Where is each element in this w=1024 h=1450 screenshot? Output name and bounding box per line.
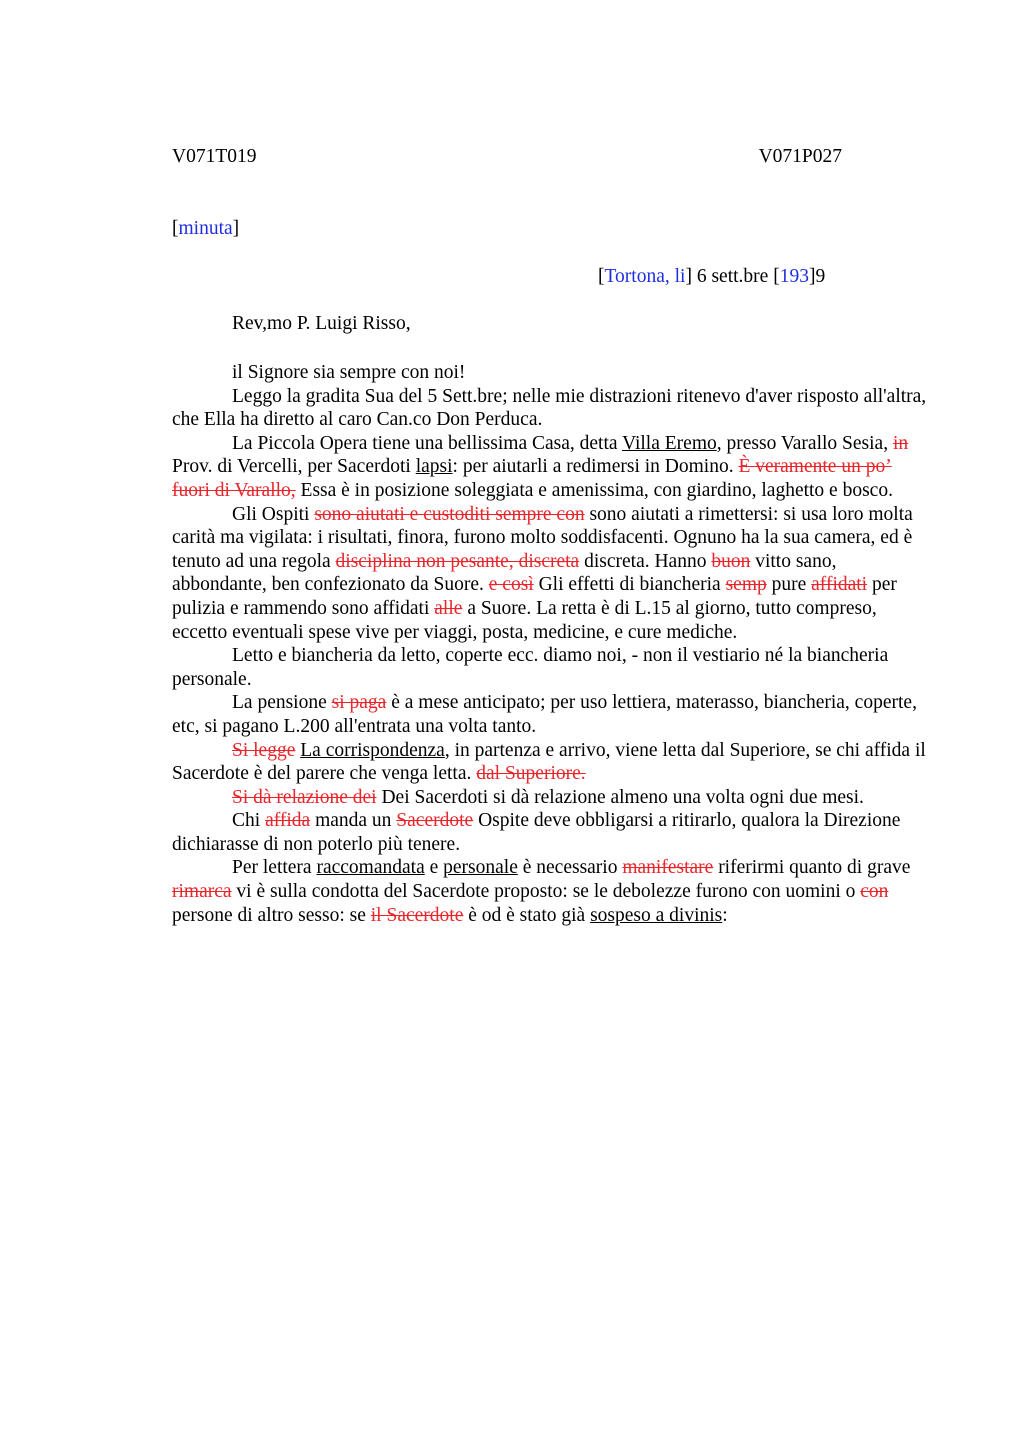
text-span: Per lettera	[232, 857, 317, 879]
deleted-text: con	[860, 881, 889, 903]
underlined-text: sospeso a divinis	[590, 904, 723, 926]
text-span: , in partenza e arrivo, viene letta dal Superiore, se chi affida il Sacerdote è del parere che venga letta.	[172, 739, 926, 785]
deleted-text: affidati	[811, 574, 868, 596]
paragraph-4: Letto e biancheria da letto, coperte ecc. diamo noi, - non il vestiario né la biancheria personale.	[172, 645, 889, 690]
bracket: [	[773, 266, 780, 287]
text-span: riferirmi quanto di grave	[713, 857, 911, 879]
deleted-text: e così	[488, 574, 534, 596]
deleted-text: si paga	[331, 692, 387, 714]
underlined-text: Villa Eremo	[622, 432, 717, 454]
date-year: 193	[779, 266, 809, 287]
paragraph-7	[172, 786, 932, 810]
paragraph-2	[172, 432, 932, 503]
bracket: ]	[685, 266, 692, 287]
letter-body	[172, 361, 932, 927]
text-span: a Suore. La retta è di L.15 al giorno, tutto compreso, eccetto eventuali spese vive per viaggi, posta, medicine, e cure mediche.	[172, 597, 877, 643]
underlined-text: lapsi	[415, 456, 453, 478]
underlined-text: La corrispondenza	[300, 739, 445, 761]
minuta-word: minuta	[178, 218, 233, 239]
text-span: è od è stato già	[463, 904, 591, 926]
text-span: Prov. di Vercelli, per Sacerdoti	[172, 456, 416, 478]
text-span: La pensione	[232, 692, 332, 714]
text-span: vi è sulla condotta del Sacerdote proposto: se le debolezze furono con uomini o	[231, 881, 861, 903]
paragraph-9	[172, 856, 932, 927]
deleted-text: in	[892, 432, 909, 454]
deleted-text: alle	[434, 597, 463, 619]
text-span: Essa è in posizione soleggiata e amenissima, con giardino, laghetto e bosco.	[295, 479, 893, 501]
right-code: V071P027	[758, 146, 842, 167]
bracket: ]	[808, 266, 816, 287]
deleted-text: buon	[711, 550, 751, 572]
deleted-text: dal Superiore.	[476, 763, 586, 785]
text-span: manda un	[310, 810, 397, 832]
text-span: è necessario	[517, 857, 623, 879]
deleted-text: sono aiutati e custoditi sempre con	[314, 503, 585, 525]
text-span: La Piccola Opera tiene una bellissima Casa, detta	[232, 432, 623, 454]
paragraph-3	[172, 503, 932, 645]
text-span: è a mese anticipato; per uso lettiera, materasso, biancheria, coperte, etc, si pagano L.200 all'entrata una volta tanto.	[172, 692, 917, 737]
underlined-text: raccomandata	[316, 857, 425, 879]
paragraph-greeting: il Signore sia sempre con noi!	[232, 362, 466, 383]
deleted-text: È veramente un po’ fuori di Varallo,	[172, 456, 892, 501]
deleted-text: disciplina non pesante, discreta	[335, 550, 580, 572]
date-place: Tortona, li	[604, 266, 686, 287]
deleted-text: manifestare	[622, 857, 714, 879]
underlined-text: personale	[443, 857, 518, 879]
paragraph-1: Leggo la gradita Sua del 5 Sett.bre; nelle mie distrazioni ritenevo d'aver risposto all'altra, che Ella ha diretto al caro Can.co Don Perduca.	[172, 385, 927, 431]
text-span: Chi	[232, 810, 266, 832]
text-span: sono aiutati a rimettersi: si usa loro molta carità ma vigilata: i risultati, finora, furono molto soddisfacenti. Ognuno ha la sua camera, ed è tenuto ad una regola	[172, 503, 913, 572]
deleted-text: il Sacerdote	[370, 904, 464, 926]
text-span: pure	[766, 574, 812, 596]
date-line	[598, 266, 825, 288]
bracket: ]	[232, 218, 240, 239]
left-code: V071T019	[172, 146, 257, 167]
text-span: Ospite deve obbligarsi a ritirarlo, qualora la Direzione dichiarasse di non poterlo più tenere.	[172, 810, 901, 855]
text-span: discreta. Hanno	[579, 550, 712, 572]
deleted-text: rimarca	[172, 881, 232, 903]
text-span: Gli Ospiti	[232, 503, 315, 525]
date-end: 9	[815, 266, 826, 287]
deleted-text: Si dà relazione dei	[232, 786, 377, 808]
date-text: 6 sett.bre	[691, 266, 774, 287]
deleted-text: affida	[265, 810, 311, 832]
bracket: [	[598, 266, 605, 287]
text-span: vitto sano, abbondante, ben confezionato da Suore.	[172, 550, 837, 596]
bracket: [	[172, 218, 179, 239]
deleted-text: semp	[725, 574, 767, 596]
text-span: Dei Sacerdoti si dà relazione almeno una volta ogni due mesi.	[376, 786, 864, 808]
text-span: : per aiutarli a redimersi in Domino.	[452, 456, 739, 478]
paragraph-6	[172, 739, 932, 786]
paragraph-5	[172, 691, 932, 738]
deleted-text: Sacerdote	[396, 810, 474, 832]
minuta-label	[172, 218, 239, 240]
text-span: , presso Varallo Sesia,	[716, 432, 893, 454]
text-span: Gli effetti di biancheria	[533, 574, 726, 596]
salutation: Rev,mo P. Luigi Risso,	[232, 313, 411, 334]
text-span: e	[424, 857, 444, 879]
text-span: per pulizia e rammendo sono affidati	[172, 574, 897, 619]
text-span: :	[722, 904, 728, 926]
paragraph-8	[172, 809, 932, 856]
text-span: persone di altro sesso: se	[172, 904, 371, 926]
deleted-text: Si legge	[232, 739, 296, 761]
